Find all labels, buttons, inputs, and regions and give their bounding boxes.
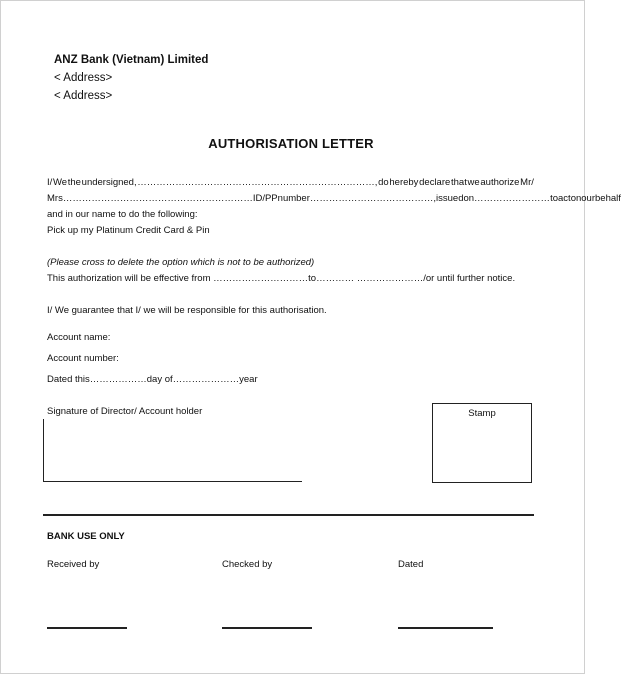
signature-box	[43, 419, 302, 482]
blank-undersigned: …………………………………………………………………,	[137, 177, 378, 188]
word: declare	[419, 177, 451, 188]
stamp-box	[432, 403, 532, 483]
word: I/	[47, 177, 53, 188]
word: number	[277, 193, 310, 204]
paragraph-line-4: Pick up my Platinum Credit Card & Pin	[47, 225, 210, 236]
blank-issued-on: on……………………	[463, 193, 551, 204]
word: to	[550, 193, 558, 204]
word: undersigned,	[81, 177, 137, 188]
word: the	[67, 177, 81, 188]
received-by-signature-line	[47, 627, 127, 629]
account-name-label: Account name:	[47, 332, 111, 343]
word: hereby	[389, 177, 419, 188]
word: do	[378, 177, 389, 188]
word: we	[467, 177, 480, 188]
address-line-1: < Address>	[54, 72, 113, 84]
word: authorize	[480, 177, 520, 188]
account-number-label: Account number:	[47, 353, 119, 364]
word: We	[52, 177, 68, 188]
blank-name-id: Mrs……………………………………………………ID/	[47, 193, 265, 204]
word: on	[570, 193, 582, 204]
stamp-label: Stamp	[468, 408, 496, 419]
word: act	[558, 193, 571, 204]
dated-line: Dated this………………day of…………………year	[47, 374, 258, 385]
guarantee-statement: I/ We guarantee that I/ we will be responsible for this authorisation.	[47, 305, 327, 316]
checked-by-signature-line	[222, 627, 312, 629]
bank-name: ANZ Bank (Vietnam) Limited	[54, 54, 209, 66]
letter-title: AUTHORISATION LETTER	[208, 136, 374, 151]
paragraph-line-2	[47, 193, 621, 204]
address-line-2: < Address>	[54, 90, 113, 102]
cross-delete-note: (Please cross to delete the option which is not to be authorized)	[47, 257, 315, 268]
bank-use-heading: BANK USE ONLY	[47, 531, 125, 542]
word: our	[581, 193, 595, 204]
word: behalf	[595, 193, 621, 204]
blank-pp-number: …………………………………,	[309, 193, 437, 204]
paragraph-line-3: and in our name to do the following:	[47, 209, 198, 220]
dated-label: Dated	[398, 559, 424, 570]
word: that	[450, 177, 467, 188]
received-by-label: Received by	[47, 559, 100, 570]
word: Mr/	[520, 177, 534, 188]
paragraph-line-1	[47, 177, 534, 188]
effective-period-line: This authorization will be effective from …………………………to………… …………………/or until further notice.	[47, 273, 516, 284]
section-divider	[43, 514, 534, 516]
signature-label: Signature of Director/ Account holder	[47, 406, 203, 417]
checked-by-label: Checked by	[222, 559, 273, 570]
word: PP	[264, 193, 278, 204]
dated-signature-line	[398, 627, 493, 629]
word: issued	[436, 193, 464, 204]
